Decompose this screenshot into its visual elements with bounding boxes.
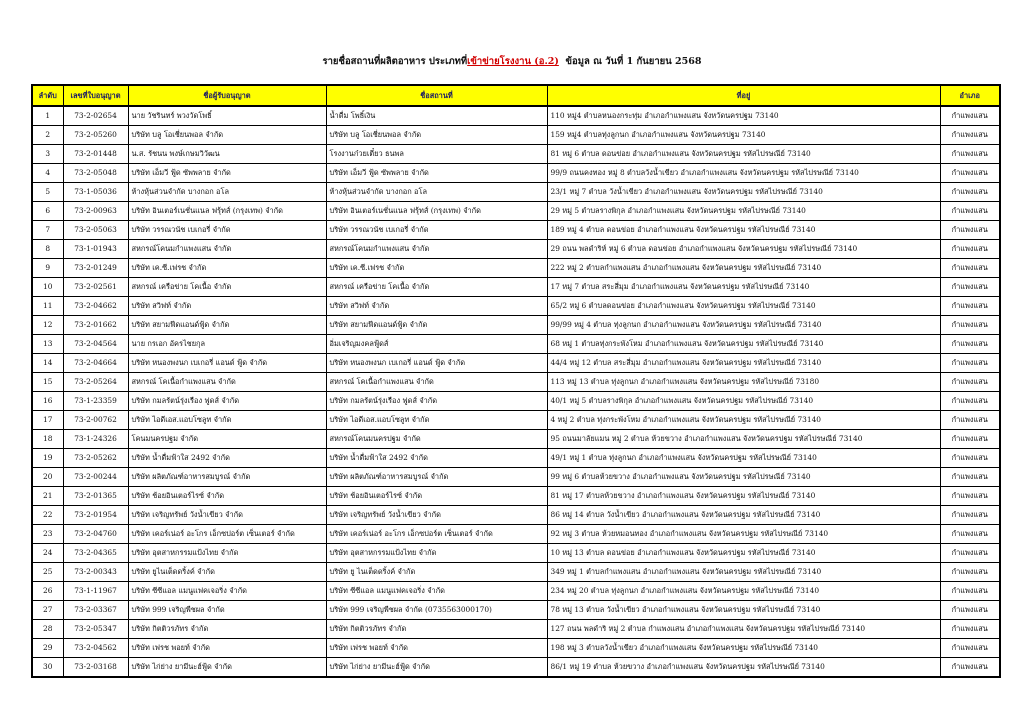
cell-licensee: นาย กรเอก อัครไชยกุล (128, 335, 326, 354)
cell-licensee: บริษัท เค.ซี.เฟรช จำกัด (128, 259, 326, 278)
cell-address: 349 หมู่ 1 ตำบลกำแพงแสน อำเภอกำแพงแสน จังหวัดนครปฐม รหัสไปรษณีย์ 73140 (547, 563, 940, 582)
cell-address: 86 หมู่ 14 ตำบล วังน้ำเขียว อำเภอกำแพงแสน จังหวัดนครปฐม รหัสไปรษณีย์ 73140 (547, 506, 940, 525)
cell-license: 73-2-01249 (63, 259, 128, 278)
cell-license: 73-2-00963 (63, 202, 128, 221)
cell-licensee: บริษัท ซีซีแอล แมนูแฟคเจอริ่ง จำกัด (128, 582, 326, 601)
cell-address: 99 หมู่ 6 ตำบลห้วยขวาง อำเภอกำแพงแสน จังหวัดนครปฐม รหัสไปรษณีย์ 73140 (547, 468, 940, 487)
cell-no: 18 (32, 430, 63, 449)
cell-address: 81 หมู่ 17 ตำบลห้วยขวาง อำเภอกำแพงแสน จังหวัดนครปฐม รหัสไปรษณีย์ 73140 (547, 487, 940, 506)
cell-district: กำแพงแสน (940, 563, 1000, 582)
cell-district: กำแพงแสน (940, 373, 1000, 392)
cell-place: บริษัท หนองพงนก เบเกอรี่ แอนด์ ฟู้ด จำกัด (326, 354, 547, 373)
cell-no: 16 (32, 392, 63, 411)
cell-place: บริษัท อุตสาหกรรมแป้งไทย จำกัด (326, 544, 547, 563)
cell-district: กำแพงแสน (940, 582, 1000, 601)
cell-place: บริษัท ไก่ย่าง ยามีนะฮ์ฟู้ด จำกัด (326, 658, 547, 678)
cell-no: 3 (32, 145, 63, 164)
cell-place: บริษัท ผลิตภัณฑ์อาหารสมบูรณ์ จำกัด (326, 468, 547, 487)
cell-place: บริษัท กิตติวรภัทร จำกัด (326, 620, 547, 639)
cell-license: 73-2-05260 (63, 126, 128, 145)
table-row (32, 430, 1000, 449)
cell-place: ห้างหุ้นส่วนจำกัด บางกอก อโล (326, 183, 547, 202)
cell-address: 81 หมู่ 6 ตำบล ดอนข่อย อำเภอกำแพงแสน จังหวัดนครปฐม รหัสไปรษณีย์ 73140 (547, 145, 940, 164)
cell-no: 11 (32, 297, 63, 316)
table-row (32, 106, 1000, 126)
cell-license: 73-2-01448 (63, 145, 128, 164)
cell-place: บริษัท บลู โอเชี่ยนพอล จำกัด (326, 126, 547, 145)
cell-licensee: สหกรณ์โคนมกำแพงแสน จำกัด (128, 240, 326, 259)
cell-no: 1 (32, 106, 63, 126)
cell-place: บริษัท 999 เจริญพืชผล จำกัด (0735563000170) (326, 601, 547, 620)
cell-license: 73-1-05036 (63, 183, 128, 202)
table-row (32, 373, 1000, 392)
table-row (32, 620, 1000, 639)
cell-licensee: บริษัท 999 เจริญพืชผล จำกัด (128, 601, 326, 620)
cell-district: กำแพงแสน (940, 639, 1000, 658)
cell-district: กำแพงแสน (940, 297, 1000, 316)
cell-place: บริษัท วรรณวนัช เบเกอรี่ จำกัด (326, 221, 547, 240)
cell-licensee: บริษัท ผลิตภัณฑ์อาหารสมบูรณ์ จำกัด (128, 468, 326, 487)
cell-licensee: บริษัท น้ำดื่มฟ้าใส 2492 จำกัด (128, 449, 326, 468)
table-row (32, 240, 1000, 259)
cell-licensee: บริษัท อุตสาหกรรมแป้งไทย จำกัด (128, 544, 326, 563)
cell-address: 113 หมู่ 13 ตำบล ทุ่งลูกนก อำเภอกำแพงแสน จังหวัดนครปฐม รหัสไปรษณีย์ 73180 (547, 373, 940, 392)
table-row (32, 411, 1000, 430)
cell-no: 25 (32, 563, 63, 582)
cell-license: 73-2-05264 (63, 373, 128, 392)
cell-no: 22 (32, 506, 63, 525)
table-row (32, 487, 1000, 506)
cell-licensee: บริษัท วรรณวนัช เบเกอรี่ จำกัด (128, 221, 326, 240)
cell-place: บริษัท สยามฟีดแอนด์ฟู้ด จำกัด (326, 316, 547, 335)
cell-address: 49/1 หมู่ 1 ตำบล ทุ่งลูกนก อำเภอกำแพงแสน จังหวัดนครปฐม รหัสไปรษณีย์ 73140 (547, 449, 940, 468)
cell-district: กำแพงแสน (940, 620, 1000, 639)
cell-address: 99/99 หมู่ 4 ตำบล ทุ่งลูกนก อำเภอกำแพงแสน จังหวัดนครปฐม รหัสไปรษณีย์ 73140 (547, 316, 940, 335)
cell-no: 6 (32, 202, 63, 221)
table-row (32, 316, 1000, 335)
establishment-table (31, 84, 1001, 678)
cell-licensee: บริษัท ช้อยอินเตอร์ไรซ์ จำกัด (128, 487, 326, 506)
cell-district: กำแพงแสน (940, 145, 1000, 164)
cell-licensee: บริษัท หนองพงนก เบเกอรี่ แอนด์ ฟู้ด จำกัด (128, 354, 326, 373)
cell-no: 30 (32, 658, 63, 678)
cell-district: กำแพงแสน (940, 126, 1000, 145)
cell-no: 9 (32, 259, 63, 278)
cell-licensee: บริษัท ไอดีเอส.แอบโซลูท จำกัด (128, 411, 326, 430)
cell-district: กำแพงแสน (940, 164, 1000, 183)
cell-license: 73-2-04662 (63, 297, 128, 316)
cell-district: กำแพงแสน (940, 658, 1000, 678)
cell-address: 29 ถนน พลดำริห์ หมู่ 6 ตำบล ดอนข่อย อำเภอกำแพงแสน จังหวัดนครปฐม รหัสไปรษณีย์ 73140 (547, 240, 940, 259)
cell-no: 7 (32, 221, 63, 240)
cell-district: กำแพงแสน (940, 316, 1000, 335)
cell-no: 17 (32, 411, 63, 430)
cell-no: 28 (32, 620, 63, 639)
cell-no: 27 (32, 601, 63, 620)
cell-licensee: สหกรณ์ เครือข่าย โคเนื้อ จำกัด (128, 278, 326, 297)
cell-address: 78 หมู่ 13 ตำบล วังน้ำเขียว อำเภอกำแพงแสน จังหวัดนครปฐม รหัสไปรษณีย์ 73140 (547, 601, 940, 620)
cell-no: 20 (32, 468, 63, 487)
table-row (32, 449, 1000, 468)
table-row (32, 506, 1000, 525)
cell-address: 10 หมู่ 13 ตำบล ดอนข่อย อำเภอกำแพงแสน จังหวัดนครปฐม รหัสไปรษณีย์ 73140 (547, 544, 940, 563)
cell-district: กำแพงแสน (940, 106, 1000, 126)
cell-address: 86/1 หมู่ 19 ตำบล ห้วยขวาง อำเภอกำแพงแสน จังหวัดนครปฐม รหัสไปรษณีย์ 73140 (547, 658, 940, 678)
cell-address: 234 หมู่ 20 ตำบล ทุ่งลูกนก อำเภอกำแพงแสน จังหวัดนครปฐม รหัสไปรษณีย์ 73140 (547, 582, 940, 601)
cell-address: 68 หมู่ 1 ตำบลทุ่งกระพังโหม อำเภอกำแพงแสน จังหวัดนครปฐม รหัสไปรษณีย์ 73140 (547, 335, 940, 354)
cell-district: กำแพงแสน (940, 411, 1000, 430)
column-header-district: อำเภอ (940, 85, 1000, 106)
cell-district: กำแพงแสน (940, 487, 1000, 506)
cell-district: กำแพงแสน (940, 278, 1000, 297)
cell-no: 5 (32, 183, 63, 202)
table-row (32, 468, 1000, 487)
cell-license: 73-2-03168 (63, 658, 128, 678)
cell-licensee: บริษัท เอ็มวี ฟู้ด ซัพพลาย จำกัด (128, 164, 326, 183)
cell-address: 99/9 ถนนคงทอง หมู่ 8 ตำบลวังน้ำเขียว อำเภอกำแพงแสน จังหวัดนครปฐม รหัสไปรษณีย์ 73140 (547, 164, 940, 183)
cell-district: กำแพงแสน (940, 221, 1000, 240)
cell-place: น้ำดื่ม โพธิ์เงิน (326, 106, 547, 126)
cell-place: บริษัท น้ำดื่มฟ้าใส 2492 จำกัด (326, 449, 547, 468)
cell-licensee: บริษัท สยามฟีดแอนด์ฟู้ด จำกัด (128, 316, 326, 335)
cell-address: 127 ถนน พลดำริ หมู่ 2 ตำบล กำแพงแสน อำเภอกำแพงแสน จังหวัดนครปฐม รหัสไปรษณีย์ 73140 (547, 620, 940, 639)
cell-no: 12 (32, 316, 63, 335)
cell-licensee: บริษัท อินเตอร์เนชั่นแนล ฟรุ้ทส์ (กรุงเทพ) จำกัด (128, 202, 326, 221)
cell-licensee: ห้างหุ้นส่วนจำกัด บางกอก อโล (128, 183, 326, 202)
table-row (32, 563, 1000, 582)
cell-address: 4 หมู่ 2 ตำบล ทุ่งกระพังโหม อำเภอกำแพงแสน จังหวัดนครปฐม รหัสไปรษณีย์ 73140 (547, 411, 940, 430)
cell-licensee: บริษัท เจริญทรัพย์ วังน้ำเขียว จำกัด (128, 506, 326, 525)
cell-license: 73-2-01365 (63, 487, 128, 506)
cell-place: บริษัท สวิฟท์ จำกัด (326, 297, 547, 316)
cell-district: กำแพงแสน (940, 335, 1000, 354)
table-row (32, 221, 1000, 240)
table-row (32, 354, 1000, 373)
cell-license: 73-2-00343 (63, 563, 128, 582)
cell-license: 73-2-04664 (63, 354, 128, 373)
cell-district: กำแพงแสน (940, 506, 1000, 525)
cell-licensee: บริษัท เคอร์เน่อร์ อะโกร เอ็กซปอร์ต เซ็นเตอร์ จำกัด (128, 525, 326, 544)
cell-license: 73-2-02654 (63, 106, 128, 126)
column-header-license: เลขที่ใบอนุญาต (63, 85, 128, 106)
cell-license: 73-1-11967 (63, 582, 128, 601)
cell-district: กำแพงแสน (940, 183, 1000, 202)
cell-licensee: บริษัท กิตติวรภัทร จำกัด (128, 620, 326, 639)
cell-no: 23 (32, 525, 63, 544)
table-body (32, 106, 1000, 677)
cell-address: 92 หมู่ 3 ตำบล ห้วยหมอนทอง อำเภอกำแพงแสน จังหวัดนครปฐม รหัสไปรษณีย์ 73140 (547, 525, 940, 544)
table-header-row (32, 85, 1000, 106)
cell-license: 73-2-00244 (63, 468, 128, 487)
cell-address: 65/2 หมู่ 6 ตำบลดอนข่อย อำเภอกำแพงแสน จังหวัดนครปฐม รหัสไปรษณีย์ 73140 (547, 297, 940, 316)
cell-license: 73-2-05063 (63, 221, 128, 240)
cell-address: 23/1 หมู่ 7 ตำบล วังน้ำเขียว อำเภอกำแพงแสน จังหวัดนครปฐม รหัสไปรษณีย์ 73140 (547, 183, 940, 202)
table-row (32, 601, 1000, 620)
cell-place: สหกรณ์โคนมนครปฐม จำกัด (326, 430, 547, 449)
table-row (32, 525, 1000, 544)
cell-license: 73-2-00762 (63, 411, 128, 430)
table-row (32, 392, 1000, 411)
table-row (32, 544, 1000, 563)
table-row (32, 202, 1000, 221)
table-row (32, 259, 1000, 278)
cell-district: กำแพงแสน (940, 525, 1000, 544)
table-row (32, 145, 1000, 164)
cell-license: 73-2-01954 (63, 506, 128, 525)
column-header-address: ที่อยู่ (547, 85, 940, 106)
table-row (32, 297, 1000, 316)
cell-licensee: บริษัท ไก่ย่าง ยามีนะฮ์ฟู้ด จำกัด (128, 658, 326, 678)
cell-no: 4 (32, 164, 63, 183)
cell-place: สหกรณ์ โคเนื้อกำแพงแสน จำกัด (326, 373, 547, 392)
cell-address: 198 หมู่ 3 ตำบลวังน้ำเขียว อำเภอกำแพงแสน จังหวัดนครปฐม รหัสไปรษณีย์ 73140 (547, 639, 940, 658)
column-header-no: ลำดับ (32, 85, 63, 106)
cell-place: บริษัท เค.ซี.เฟรช จำกัด (326, 259, 547, 278)
cell-place: บริษัท เจริญทรัพย์ วังน้ำเขียว จำกัด (326, 506, 547, 525)
column-header-place: ชื่อสถานที่ (326, 85, 547, 106)
cell-licensee: น.ส. รัชนน พงษ์เกษมวิวัฒน (128, 145, 326, 164)
cell-district: กำแพงแสน (940, 202, 1000, 221)
table-row (32, 278, 1000, 297)
cell-address: 110 หมู่4 ตำบลหนองกระทุ่ม อำเภอกำแพงแสน จังหวัดนครปฐม 73140 (547, 106, 940, 126)
cell-no: 24 (32, 544, 63, 563)
cell-address: 17 หมู่ 7 ตำบล สระสี่มุม อำเภอกำแพงแสน จังหวัดนครปฐม รหัสไปรษณีย์ 73140 (547, 278, 940, 297)
cell-no: 8 (32, 240, 63, 259)
cell-licensee: บริษัท สวิฟท์ จำกัด (128, 297, 326, 316)
cell-district: กำแพงแสน (940, 430, 1000, 449)
cell-no: 15 (32, 373, 63, 392)
cell-district: กำแพงแสน (940, 354, 1000, 373)
cell-place: บริษัท ซีซีแอล แมนูแฟคเจอริ่ง จำกัด (326, 582, 547, 601)
cell-license: 73-2-04365 (63, 544, 128, 563)
cell-place: สหกรณ์โคนมกำแพงแสน จำกัด (326, 240, 547, 259)
cell-district: กำแพงแสน (940, 392, 1000, 411)
cell-address: 222 หมู่ 2 ตำบลกำแพงแสน อำเภอกำแพงแสน จังหวัดนครปฐม รหัสไปรษณีย์ 73140 (547, 259, 940, 278)
cell-no: 10 (32, 278, 63, 297)
cell-no: 21 (32, 487, 63, 506)
cell-licensee: โคนมนครปฐม จำกัด (128, 430, 326, 449)
table-row (32, 582, 1000, 601)
document-title (0, 54, 1024, 69)
cell-no: 26 (32, 582, 63, 601)
cell-place: บริษัท อินเตอร์เนชั่นแนล ฟรุ้ทส์ (กรุงเทพ) จำกัด (326, 202, 547, 221)
cell-place: บริษัท เอ็มวี ฟู้ด ซัพพลาย จำกัด (326, 164, 547, 183)
cell-district: กำแพงแสน (940, 544, 1000, 563)
table-row (32, 126, 1000, 145)
cell-license: 73-2-04564 (63, 335, 128, 354)
cell-license: 73-1-23359 (63, 392, 128, 411)
cell-district: กำแพงแสน (940, 259, 1000, 278)
cell-place: บริษัท ยู ไนเต็ดดริ้งค์ จำกัด (326, 563, 547, 582)
table-row (32, 335, 1000, 354)
cell-no: 19 (32, 449, 63, 468)
cell-licensee: บริษัท ยูไนเต็ดดริ้งค์ จำกัด (128, 563, 326, 582)
cell-address: 95 ถนนมาลัยแมน หมู่ 2 ตำบล ห้วยขวาง อำเภอกำแพงแสน จังหวัดนครปฐม รหัสไปรษณีย์ 73140 (547, 430, 940, 449)
cell-license: 73-2-05347 (63, 620, 128, 639)
cell-license: 73-2-05048 (63, 164, 128, 183)
cell-license: 73-2-05262 (63, 449, 128, 468)
cell-address: 40/1 หมู่ 5 ตำบลรางพิกุล อำเภอกำแพงแสน จังหวัดนครปฐม รหัสไปรษณีย์ 73140 (547, 392, 940, 411)
cell-place: อิ่มเจริญมงคลฟู้ดส์ (326, 335, 547, 354)
cell-address: 29 หมู่ 5 ตำบลรางพิกุล อำเภอกำแพงแสน จังหวัดนครปฐม รหัสไปรษณีย์ 73140 (547, 202, 940, 221)
table-row (32, 164, 1000, 183)
cell-license: 73-2-04760 (63, 525, 128, 544)
cell-place: บริษัท ไอดีเอส.แอบโซลูท จำกัด (326, 411, 547, 430)
cell-license: 73-1-24326 (63, 430, 128, 449)
cell-license: 73-2-01662 (63, 316, 128, 335)
cell-no: 2 (32, 126, 63, 145)
cell-place: บริษัท กมลรัตน์รุ่งเรือง ฟูดส์ จำกัด (326, 392, 547, 411)
cell-place: สหกรณ์ เครือข่าย โคเนื้อ จำกัด (326, 278, 547, 297)
title-suffix: ข้อมูล ณ วันที่ 1 กันยายน 2568 (558, 56, 702, 67)
cell-licensee: บริษัท บลู โอเชี่ยนพอล จำกัด (128, 126, 326, 145)
cell-license: 73-2-02561 (63, 278, 128, 297)
cell-licensee: บริษัท เฟรช พอยท์ จำกัด (128, 639, 326, 658)
cell-place: โรงงานก๋วยเตี๋ยว ธนพล (326, 145, 547, 164)
title-prefix: รายชื่อสถานที่ผลิตอาหาร ประเภทที่ (322, 56, 468, 67)
cell-no: 14 (32, 354, 63, 373)
cell-no: 13 (32, 335, 63, 354)
cell-licensee: สหกรณ์ โคเนื้อกำแพงแสน จำกัด (128, 373, 326, 392)
title-highlight: เข้าข่ายโรงงาน (อ.2) (467, 56, 559, 67)
cell-license: 73-2-03367 (63, 601, 128, 620)
table-row (32, 658, 1000, 678)
cell-district: กำแพงแสน (940, 468, 1000, 487)
cell-district: กำแพงแสน (940, 240, 1000, 259)
cell-licensee: นาย วัชรินทร์ พวงวัดโพธิ์ (128, 106, 326, 126)
cell-district: กำแพงแสน (940, 449, 1000, 468)
cell-place: บริษัท ช้อยอินเตอร์ไรซ์ จำกัด (326, 487, 547, 506)
cell-address: 159 หมู่4 ตำบลทุ่งลูกนก อำเภอกำแพงแสน จังหวัดนครปฐม 73140 (547, 126, 940, 145)
cell-address: 44/4 หมู่ 12 ตำบล สระสี่มุม อำเภอกำแพงแสน จังหวัดนครปฐม รหัสไปรษณีย์ 73140 (547, 354, 940, 373)
cell-address: 189 หมู่ 4 ตำบล ดอนข่อย อำเภอกำแพงแสน จังหวัดนครปฐม รหัสไปรษณีย์ 73140 (547, 221, 940, 240)
table-row (32, 639, 1000, 658)
table-row (32, 183, 1000, 202)
column-header-licensee: ชื่อผู้รับอนุญาต (128, 85, 326, 106)
cell-license: 73-2-04562 (63, 639, 128, 658)
cell-district: กำแพงแสน (940, 601, 1000, 620)
cell-no: 29 (32, 639, 63, 658)
cell-place: บริษัท เฟรช พอยท์ จำกัด (326, 639, 547, 658)
cell-licensee: บริษัท กมลรัตน์รุ่งเรือง ฟูดส์ จำกัด (128, 392, 326, 411)
cell-license: 73-1-01943 (63, 240, 128, 259)
cell-place: บริษัท เคอร์เน่อร์ อะโกร เอ็กซปอร์ต เซ็นเตอร์ จำกัด (326, 525, 547, 544)
